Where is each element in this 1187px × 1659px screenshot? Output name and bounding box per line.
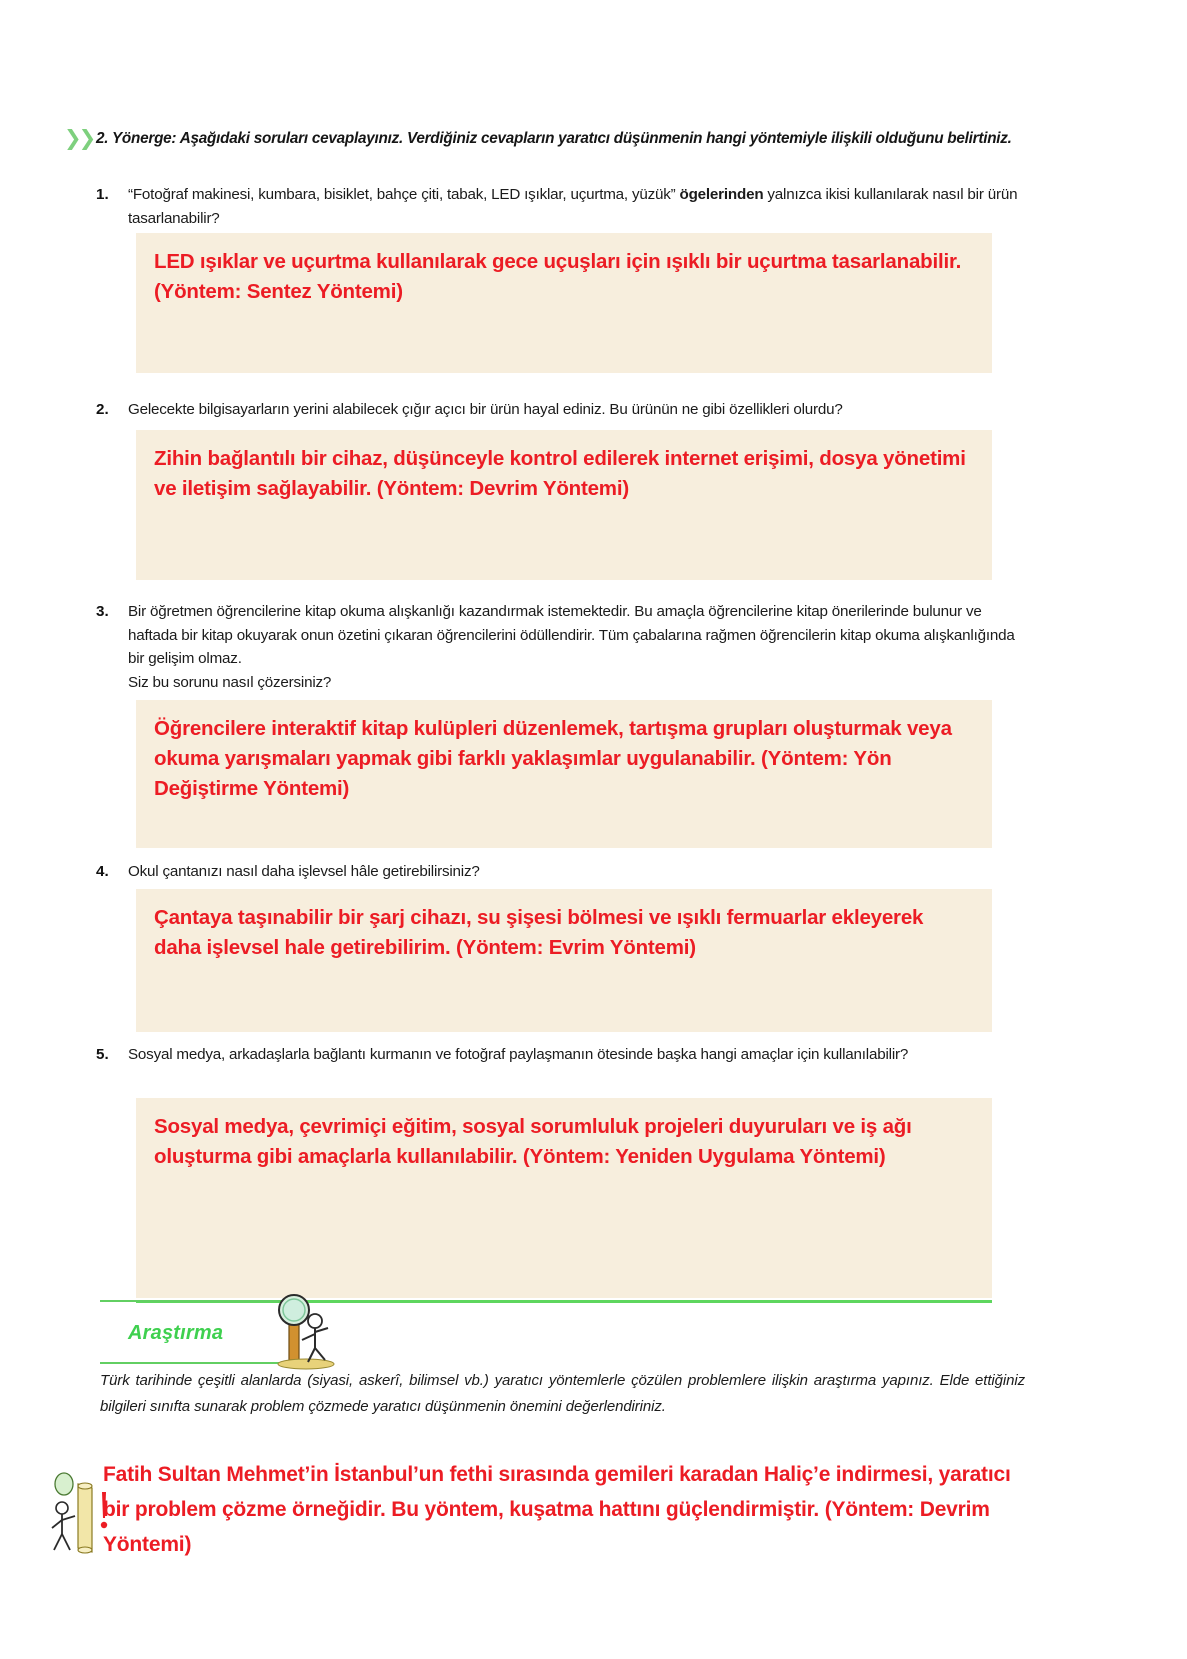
- question-number-1: 1.: [96, 186, 109, 203]
- question-number-2: 2.: [96, 401, 109, 418]
- answer-text-4: Çantaya taşınabilir bir şarj cihazı, su şişesi bölmesi ve ışıklı fermuarlar ekleyerek daha işlevsel hale getirebilirim. (Yöntem: Evrim Yöntemi): [154, 906, 924, 959]
- question-text-1: [128, 183, 1026, 230]
- question-text-1-part-b: yalnızca ikisi kullanılarak nasıl bir ürün tasarlanabilir?: [128, 186, 1018, 227]
- question-text-1-part-a: “Fotoğraf makinesi, kumbara, bisiklet, bahçe çiti, tabak, LED ışıklar, uçurtma, yüzük”: [128, 186, 680, 203]
- question-text-5: Sosyal medya, arkadaşlarla bağlantı kurmanın ve fotoğraf paylaşmanın ötesinde başka hangi amaçlar için kullanılabilir?: [128, 1046, 909, 1063]
- research-label: Araştırma: [128, 1322, 224, 1344]
- question-row-2: [96, 398, 1026, 422]
- directive-text: 2. Yönerge: Aşağıdaki soruları cevaplayınız. Verdiğiniz cevapların yaratıcı düşünmenin hangi yöntemiyle ilişkili olduğunu belirtiniz.: [96, 130, 1012, 147]
- directive-block: [64, 126, 1064, 151]
- answer-box-3[interactable]: [136, 700, 992, 848]
- magnifying-glass-researcher-icon: [268, 1288, 346, 1372]
- research-answer-text: Fatih Sultan Mehmet’in İstanbul’un fethi sırasında gemileri karadan Haliç’e indirmesi, yaratıcı bir problem çözme örneğidir. Bu yöntem, kuşatma hattını güçlendirmiştir. (Yöntem: Devrim Yöntemi): [103, 1463, 1011, 1556]
- scroll-figure-exclamation-icon: [48, 1470, 110, 1562]
- answer-box-5[interactable]: [136, 1098, 992, 1298]
- question-text-3-main: Bir öğretmen öğrencilerine kitap okuma alışkanlığı kazandırmak istemektedir. Bu amaçla öğrencilerine kitap önerilerinde bulunur ve haftada bir kitap okuyarak onun özetini çıkaran öğrencilerini ödüllendirir. Tüm çabalarına rağmen öğrencilerin kitap okuma alışkanlığında bir gelişim olmaz.: [128, 603, 1015, 667]
- answer-box-2[interactable]: [136, 430, 992, 580]
- double-chevron-right-icon: ❯❯: [64, 127, 94, 150]
- answer-text-3: Öğrencilere interaktif kitap kulüpleri düzenlemek, tartışma grupları oluşturmak veya okuma yarışmaları yapmak gibi farklı yaklaşımlar uygulanabilir. (Yöntem: Yön Değiştirme Yöntemi): [154, 717, 952, 800]
- research-paragraph: Türk tarihinde çeşitli alanlarda (siyasi, askerî, bilimsel vb.) yaratıcı yöntemlerle çözülen problemlere ilişkin araştırma yapınız. Elde ettiğiniz bilgileri sınıfta sunarak problem çözmede yaratıcı düşünmenin önemini değerlendiriniz.: [100, 1372, 1025, 1415]
- question-text-3: [128, 600, 1028, 694]
- question-row-1: [96, 183, 1026, 230]
- question-row-5: [96, 1043, 1026, 1067]
- answer-text-1: LED ışıklar ve uçurtma kullanılarak gece uçuşları için ışıklı bir uçurtma tasarlanabilir. (Yöntem: Sentez Yöntemi): [154, 250, 962, 303]
- answer-box-4[interactable]: [136, 889, 992, 1032]
- question-text-3-second-line: Siz bu sorunu nasıl çözersiniz?: [128, 673, 332, 691]
- question-text-1-bold: ögelerinden: [679, 186, 764, 203]
- question-row-4: [96, 860, 1026, 884]
- answer-text-5: Sosyal medya, çevrimiçi eğitim, sosyal sorumluluk projeleri duyuruları ve iş ağı oluşturma gibi amaçlarla kullanılabilir. (Yöntem: Yeniden Uygulama Yöntemi): [154, 1115, 912, 1168]
- answer-text-2: Zihin bağlantılı bir cihaz, düşünceyle kontrol edilerek internet erişimi, dosya yönetimi ve iletişim sağlayabilir. (Yöntem: Devrim Yöntemi): [154, 447, 966, 500]
- question-text-2: Gelecekte bilgisayarların yerini alabilecek çığır açıcı bir ürün hayal ediniz. Bu ürünün ne gibi özellikleri olurdu?: [128, 401, 843, 418]
- question-row-3: [96, 600, 1028, 694]
- answer-box-1[interactable]: [136, 233, 992, 373]
- research-header: [100, 1300, 340, 1370]
- question-number-5: 5.: [96, 1046, 109, 1063]
- question-number-3: 3.: [96, 603, 109, 620]
- question-text-4: Okul çantanızı nasıl daha işlevsel hâle getirebilirsiniz?: [128, 863, 480, 880]
- question-number-4: 4.: [96, 863, 109, 880]
